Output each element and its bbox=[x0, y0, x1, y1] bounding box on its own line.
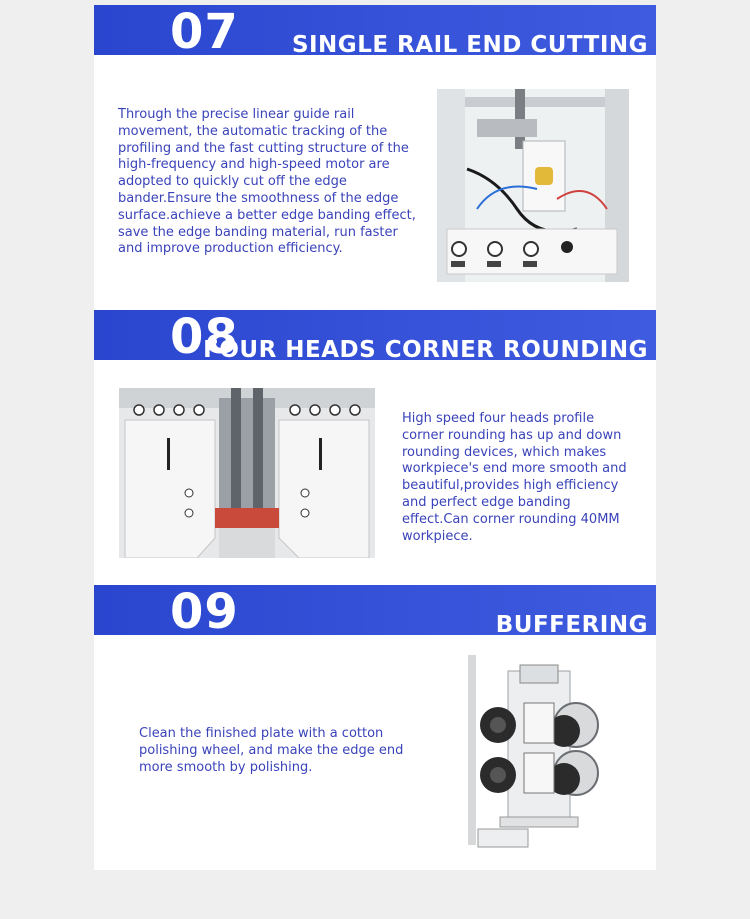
section-number: 07 bbox=[170, 5, 239, 55]
section-title: FOUR HEADS CORNER ROUNDING bbox=[203, 337, 648, 360]
feature-section-end-cutting bbox=[94, 5, 656, 310]
section-description: Clean the finished plate with a cotton polishing wheel, and make the edge end more smooth by polishing. bbox=[139, 726, 404, 775]
section-header-band bbox=[94, 585, 656, 635]
feature-section-corner-rounding bbox=[94, 310, 656, 585]
buffing-unit-image bbox=[464, 653, 614, 853]
section-header-band bbox=[94, 310, 656, 360]
section-description: High speed four heads profile corner rounding has up and down rounding devices, which makes workpiece's end more smooth and beautiful,provides high efficiency and perfect edge banding effect.Can corner rounding 40MM workpiece. bbox=[402, 411, 627, 544]
section-title: SINGLE RAIL END CUTTING bbox=[291, 32, 648, 55]
section-description: Through the precise linear guide rail movement, the automatic tracking of the profiling and the fast cutting structure of the high-frequency and high-speed motor are adopted to quickly cut off the edge bander.Ensure the smoothness of the edge surface.achieve a better edge banding effect, save the edge banding material, run faster and improve production efficiency. bbox=[118, 107, 416, 257]
corner-rounding-machine-image bbox=[119, 388, 375, 558]
section-title: BUFFERING bbox=[495, 612, 648, 635]
feature-section-buffering bbox=[94, 585, 656, 870]
end-cutting-machine-image bbox=[437, 89, 629, 282]
section-header-band bbox=[94, 5, 656, 55]
section-number: 09 bbox=[170, 585, 239, 635]
section-number: 08 bbox=[170, 310, 239, 360]
product-feature-page bbox=[94, 5, 656, 870]
